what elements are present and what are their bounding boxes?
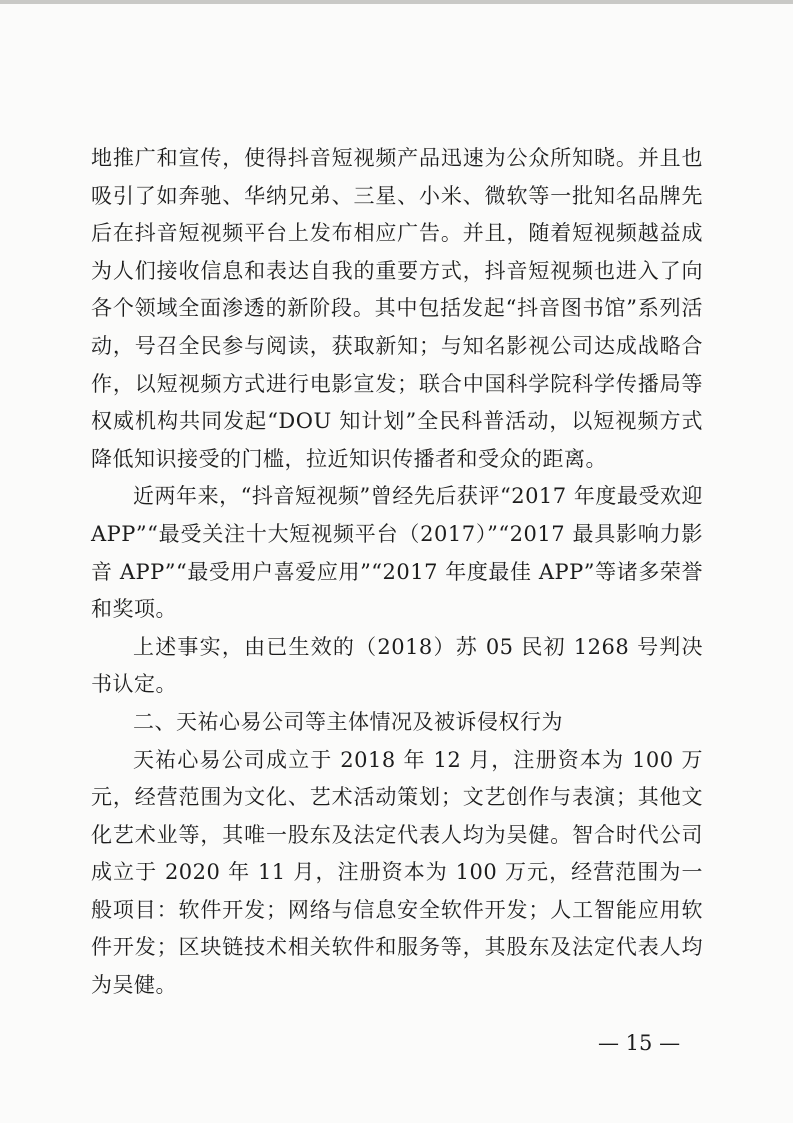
paragraph-company-info: 天祐心易公司成立于 2018 年 12 月，注册资本为 100 万元，经营范围为文化、艺术活动策划；文艺创作与表演；其他文化艺术业等，其唯一股东及法定代表人均为吴健。智合时代公司成立于 2020 年 11 月，注册资本为 100 万元，经营范围为一般项目：软件开发；网络与信息安全软件开发；人工智能应用软件开发；区块链技术相关软件和服务等，其股东及法定代表人均为吴健。 — [91, 747, 703, 998]
body-text — [91, 140, 703, 1005]
paragraph-judgment-reference: 上述事实，由已生效的（2018）苏 05 民初 1268 号判决书认定。 — [91, 634, 703, 697]
paragraph-continued: 地推广和宣传，使得抖音短视频产品迅速为公众所知晓。并且也吸引了如奔驰、华纳兄弟、三星、小米、微软等一批知名品牌先后在抖音短视频平台上发布相应广告。并且，随着短视频越益成为人们接收信息和表达自我的重要方式，抖音短视频也进入了向各个领域全面渗透的新阶段。其中包括发起“抖音图书馆”系列活动，号召全民参与阅读，获取新知；与知名影视公司达成战略合作，以短视频方式进行电影宣发；联合中国科学院科学传播局等权威机构共同发起“DOU 知计划”全民科普活动，以短视频方式降低知识接受的门槛，拉近知识传播者和受众的距离。 — [91, 146, 703, 471]
page-number: — 15 — — [598, 1031, 681, 1055]
scan-top-edge — [0, 0, 793, 4]
paragraph-awards: 近两年来，“抖音短视频”曾经先后获评“2017 年度最受欢迎 APP”“最受关注十大短视频平台（2017）”“2017 最具影响力影音 APP”“最受用户喜爱应用”“2017 年度最佳 APP”等诸多荣誉和奖项。 — [91, 484, 703, 622]
section-heading: 二、天祐心易公司等主体情况及被诉侵权行为 — [133, 709, 563, 734]
